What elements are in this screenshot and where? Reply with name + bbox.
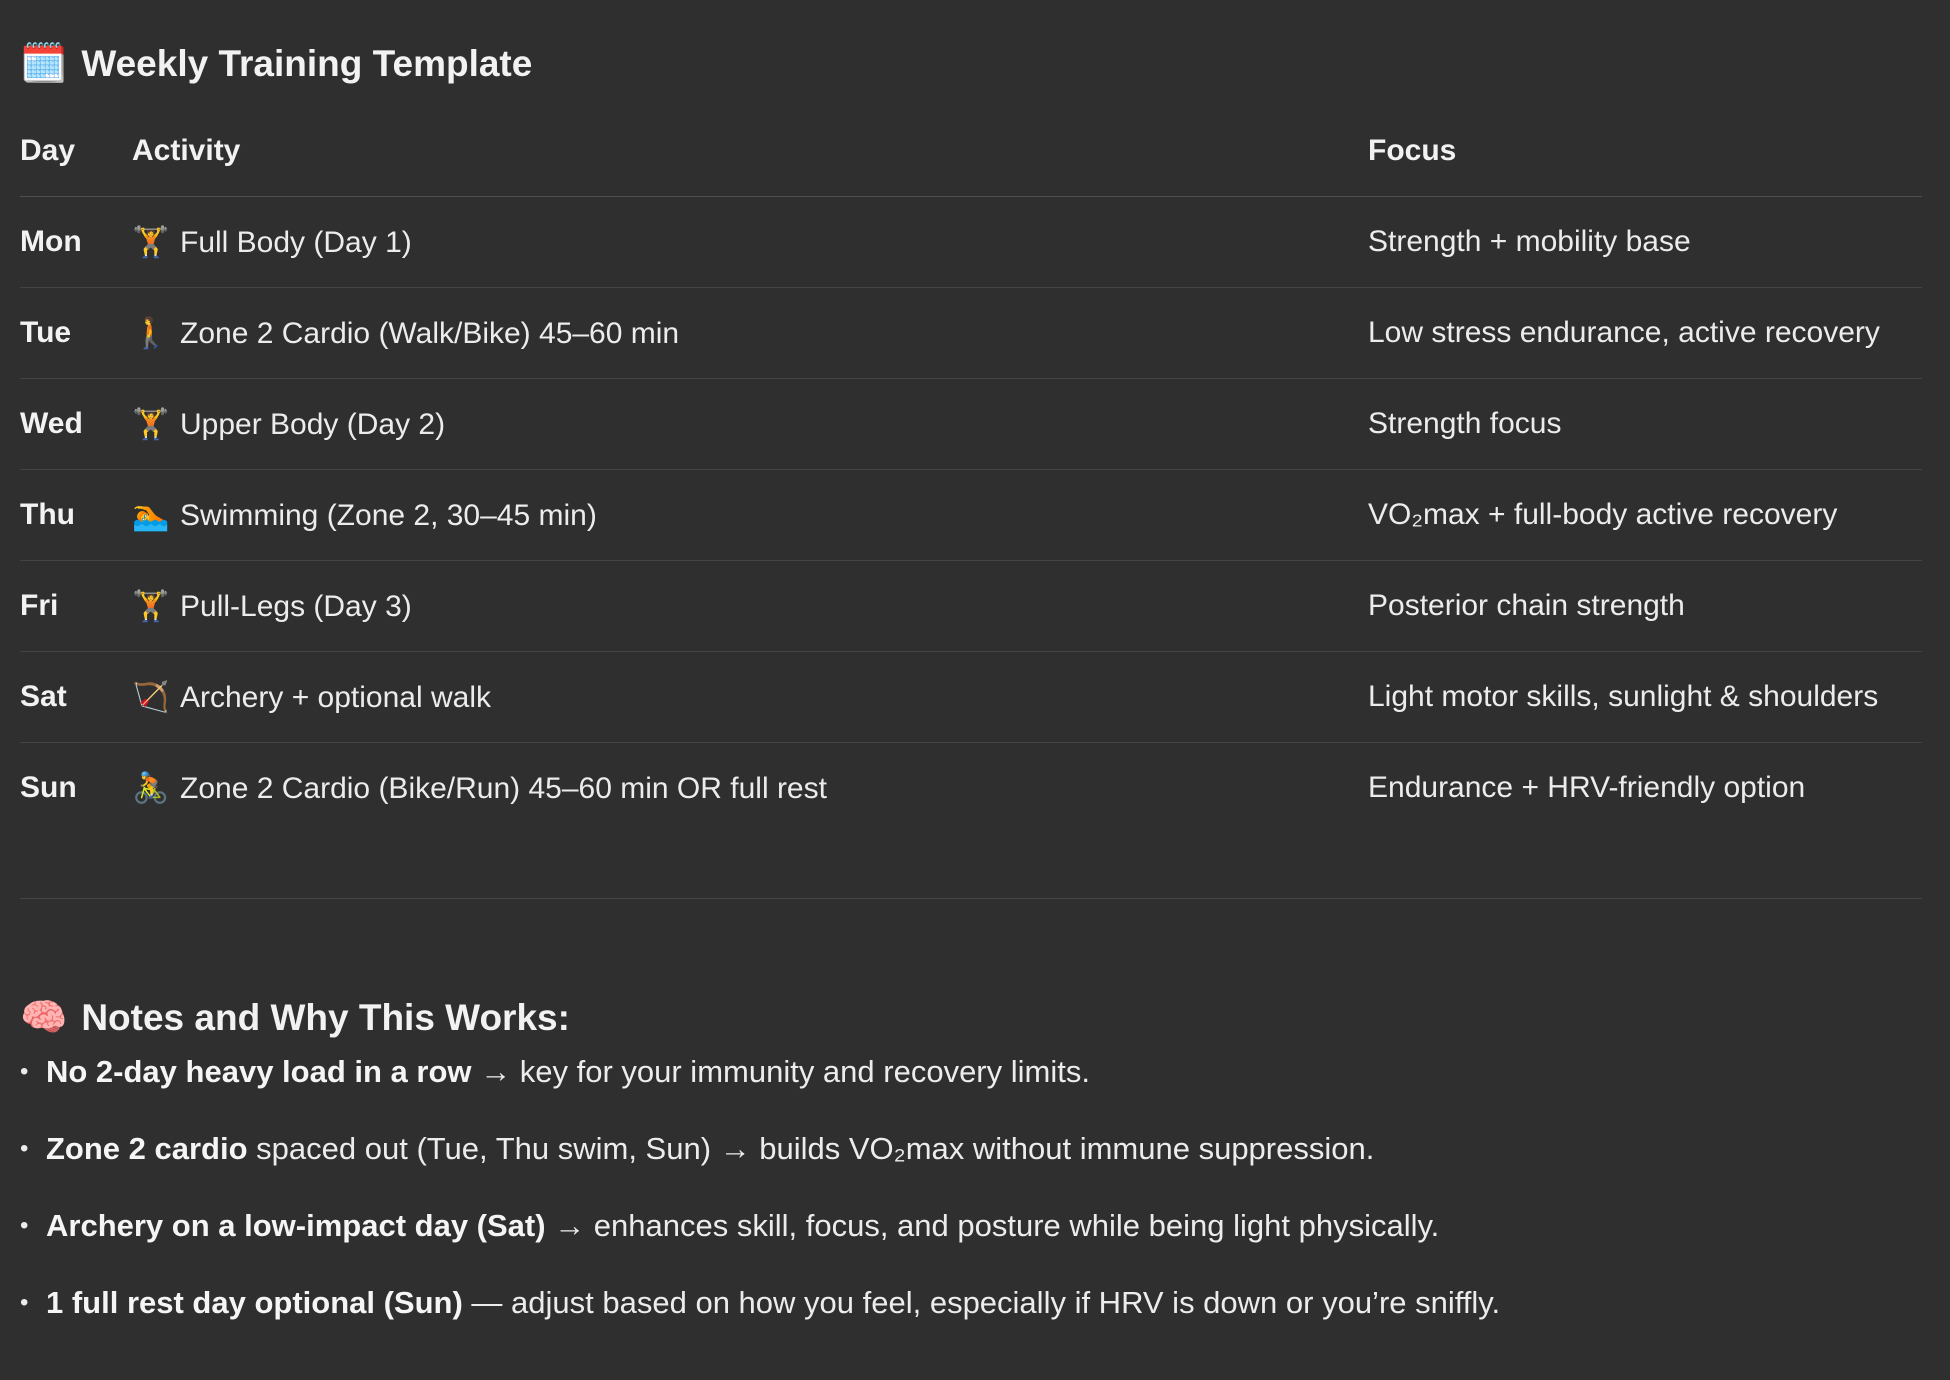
focus-cell: Posterior chain strength xyxy=(1368,589,1685,622)
bullet-icon: • xyxy=(20,1212,29,1239)
swimmer-icon: 🏊 xyxy=(132,498,170,532)
note-bold: 1 full rest day optional (Sun) xyxy=(46,1285,463,1320)
table-row xyxy=(20,197,1922,288)
activity-cell xyxy=(132,470,1368,561)
weightlifter-icon: 🏋️ xyxy=(132,407,170,441)
focus-cell: Light motor skills, sunlight & shoulders xyxy=(1368,680,1879,713)
activity-cell xyxy=(132,379,1368,470)
activity-cell xyxy=(132,652,1368,743)
day-cell: Sat xyxy=(20,680,67,713)
focus-cell: Strength focus xyxy=(1368,407,1562,440)
weightlifter-icon: 🏋️ xyxy=(132,589,170,623)
activity-text: Upper Body (Day 2) xyxy=(180,407,446,441)
day-cell: Fri xyxy=(20,589,59,622)
section-divider xyxy=(20,898,1922,899)
day-cell: Sun xyxy=(20,771,77,804)
day-cell: Wed xyxy=(20,407,83,440)
table-row xyxy=(20,288,1922,379)
focus-cell: VO₂max + full-body active recovery xyxy=(1368,498,1838,531)
note-bold: Archery on a low-impact day (Sat) xyxy=(46,1208,546,1243)
notes-section-title-text: Notes and Why This Works: xyxy=(81,996,570,1038)
activity-cell xyxy=(132,288,1368,379)
notes-list xyxy=(20,1036,1930,1344)
table-row xyxy=(20,470,1922,561)
header-activity: Activity xyxy=(132,134,241,167)
brain-icon: 🧠 xyxy=(20,996,68,1039)
note-bold: No 2-day heavy load in a row xyxy=(46,1054,472,1089)
list-item xyxy=(20,1036,1930,1113)
header-focus: Focus xyxy=(1368,134,1457,167)
activity-text: Archery + optional walk xyxy=(180,680,491,714)
weightlifter-icon: 🏋️ xyxy=(132,225,170,259)
calendar-icon: 🗓️ xyxy=(20,42,68,85)
list-item xyxy=(20,1190,1930,1267)
activity-text: Full Body (Day 1) xyxy=(180,225,412,259)
focus-cell: Low stress endurance, active recovery xyxy=(1368,316,1880,349)
focus-cell: Endurance + HRV-friendly option xyxy=(1368,771,1806,804)
note-text: — adjust based on how you feel, especially if HRV is down or you’re sniffly. xyxy=(462,1285,1501,1320)
table-row xyxy=(20,652,1922,743)
activity-cell xyxy=(132,197,1368,288)
bullet-icon: • xyxy=(20,1289,29,1316)
table-header-row xyxy=(20,106,1922,197)
activity-cell xyxy=(132,743,1368,834)
activity-text: Zone 2 Cardio (Walk/Bike) 45–60 min xyxy=(180,316,680,350)
activity-text: Pull-Legs (Day 3) xyxy=(180,589,412,623)
cyclist-icon: 🚴 xyxy=(132,771,170,805)
note-text: spaced out (Tue, Thu swim, Sun) → builds VO₂max without immune suppression. xyxy=(247,1131,1375,1166)
note-text: → key for your immunity and recovery limits. xyxy=(471,1054,1090,1089)
day-cell: Tue xyxy=(20,316,72,349)
activity-text: Swimming (Zone 2, 30–45 min) xyxy=(180,498,597,532)
list-item xyxy=(20,1113,1930,1190)
day-cell: Thu xyxy=(20,498,75,531)
header-day: Day xyxy=(20,134,76,167)
table-row xyxy=(20,561,1922,652)
day-cell: Mon xyxy=(20,225,82,258)
table-section-title xyxy=(20,43,532,85)
bow-and-arrow-icon: 🏹 xyxy=(132,680,170,714)
bullet-icon: • xyxy=(20,1058,29,1085)
table-section-title-text: Weekly Training Template xyxy=(81,42,533,84)
weekly-training-table xyxy=(20,106,1922,833)
note-text: → enhances skill, focus, and posture while being light physically. xyxy=(545,1208,1440,1243)
activity-cell xyxy=(132,561,1368,652)
table-row xyxy=(20,379,1922,470)
notes-section-title xyxy=(20,997,570,1039)
focus-cell: Strength + mobility base xyxy=(1368,225,1691,258)
activity-text: Zone 2 Cardio (Bike/Run) 45–60 min OR full rest xyxy=(180,771,827,805)
list-item xyxy=(20,1267,1930,1344)
note-bold: Zone 2 cardio xyxy=(46,1131,248,1166)
walking-person-icon: 🚶 xyxy=(132,316,170,350)
table-row xyxy=(20,743,1922,834)
bullet-icon: • xyxy=(20,1135,29,1162)
